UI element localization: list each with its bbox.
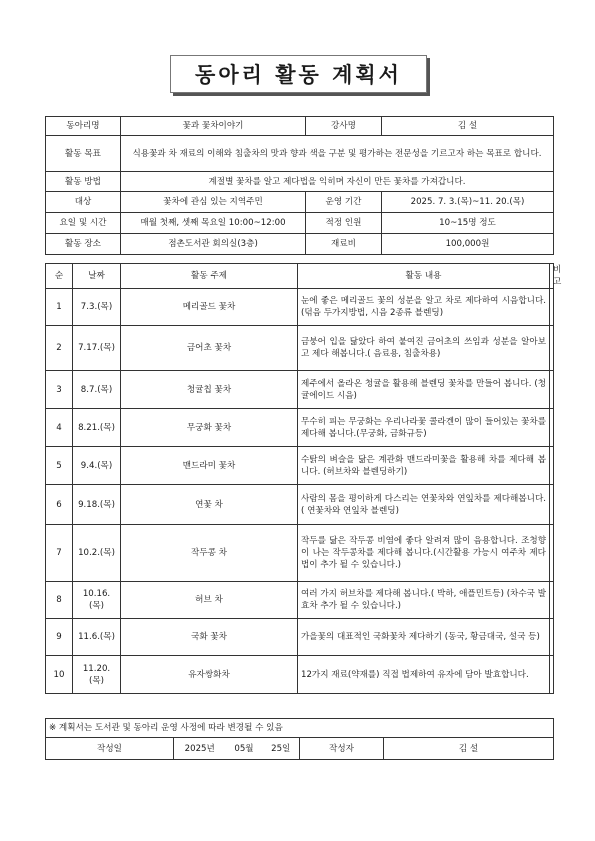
- club-name-value: 꽃과 꽃차이야기: [121, 117, 306, 136]
- activity-content: 작두를 닮은 작두콩 비염에 좋다 알려져 많이 음용합니다. 조청향이 나는 작두콩차를 제다해 봅니다.(시간활용 가능시 여주차 제다법이 추가 될 수 있습니다.): [298, 525, 550, 582]
- activity-note: [550, 326, 554, 371]
- schedule-row: [46, 213, 554, 234]
- target-row: [46, 192, 554, 213]
- fee-label: 재료비: [306, 234, 382, 255]
- goal-row: [46, 136, 554, 172]
- club-name-row: [46, 117, 554, 136]
- period-value: 2025. 7. 3.(목)~11. 20.(목): [382, 192, 554, 213]
- activity-no: 6: [46, 485, 73, 525]
- period-label: 운영 기간: [306, 192, 382, 213]
- document-title-text: 동아리 활동 계획서: [195, 63, 402, 87]
- activity-note: [550, 582, 554, 619]
- activity-topic: 유자쌍화차: [121, 656, 298, 694]
- activity-topic: 연꽃 차: [121, 485, 298, 525]
- activity-no: 4: [46, 409, 73, 447]
- activity-note: [550, 371, 554, 409]
- activity-topic: 청귤칩 꽃차: [121, 371, 298, 409]
- activity-row: [46, 656, 554, 694]
- document-title: [170, 55, 427, 93]
- goal-value: 식용꽃과 차 재료의 이해와 침출차의 맛과 향과 색을 구분 및 평가하는 전문성을 기르고자 하는 목표로 합니다.: [121, 136, 554, 172]
- schedule-label: 요일 및 시간: [46, 213, 121, 234]
- change-notice: ※ 계획서는 도서관 및 동아리 운영 사정에 따라 변경될 수 있음: [46, 719, 554, 738]
- activity-no: 1: [46, 289, 73, 326]
- activity-note: [550, 447, 554, 485]
- activity-date: 10.2.(목): [73, 525, 121, 582]
- activity-row: [46, 447, 554, 485]
- goal-label: 활동 목표: [46, 136, 121, 172]
- header-note: 비고: [550, 264, 554, 289]
- footer-table: [45, 718, 554, 760]
- activity-note: [550, 409, 554, 447]
- activity-topic: 무궁화 꽃차: [121, 409, 298, 447]
- activity-note: [550, 485, 554, 525]
- method-row: [46, 172, 554, 192]
- activity-topic: 허브 차: [121, 582, 298, 619]
- activity-content: 가을꽃의 대표적인 국화꽃차 제다하기 (동국, 황금대국, 설국 등): [298, 619, 550, 656]
- activity-note: [550, 289, 554, 326]
- written-year: 2025년: [174, 738, 226, 760]
- activity-content: 수탉의 벼슬을 닮은 계관화 맨드라미꽃을 활용해 차를 제다해 봅니다. (허브차와 블렌딩하기): [298, 447, 550, 485]
- fee-value: 100,000원: [382, 234, 554, 255]
- activity-date: 8.21.(목): [73, 409, 121, 447]
- activity-row: [46, 289, 554, 326]
- author-label: 작성자: [300, 738, 384, 760]
- activity-date: 11.6.(목): [73, 619, 121, 656]
- activity-no: 10: [46, 656, 73, 694]
- place-value: 점촌도서관 회의실(3층): [121, 234, 306, 255]
- activity-date: 7.17.(목): [73, 326, 121, 371]
- capacity-value: 10~15명 정도: [382, 213, 554, 234]
- activity-row: [46, 582, 554, 619]
- author-value: 김 설: [384, 738, 554, 760]
- activity-row: [46, 409, 554, 447]
- activity-topic: 메리골드 꽃차: [121, 289, 298, 326]
- instructor-value: 김 설: [382, 117, 554, 136]
- activity-topic: 금어초 꽃차: [121, 326, 298, 371]
- activity-note: [550, 525, 554, 582]
- method-value: 계절별 꽃차를 알고 제다법을 익히며 자신이 만든 꽃차를 가져갑니다.: [121, 172, 554, 192]
- activity-date: 8.7.(목): [73, 371, 121, 409]
- activity-date: 11.20.(목): [73, 656, 121, 694]
- activity-row: [46, 619, 554, 656]
- schedule-value: 매월 첫째, 셋째 목요일 10:00~12:00: [121, 213, 306, 234]
- activity-no: 2: [46, 326, 73, 371]
- activity-content: 사람의 몸을 평이하게 다스리는 연꽃차와 연잎차를 제다해봅니다.( 연꽃차와 연잎차 블렌딩): [298, 485, 550, 525]
- header-no: 순: [46, 264, 73, 289]
- written-day: 25일: [263, 738, 300, 760]
- activity-content: 여러 가지 허브차를 제다해 봅니다.( 박하, 애플민트등) (차수국 발효차 추가 될 수 있습니다.): [298, 582, 550, 619]
- activity-content: 눈에 좋은 메리골드 꽃의 성분을 알고 차로 제다하여 시음합니다. (덖음 두가지방법, 시음 2종류 블렌딩): [298, 289, 550, 326]
- target-value: 꽃차에 관심 있는 지역주민: [121, 192, 306, 213]
- place-label: 활동 장소: [46, 234, 121, 255]
- activity-content: 금붕어 입을 닮았다 하여 붙여진 금어초의 쓰임과 성분을 알아보고 제다 해봅니다.( 음료용, 침출차용): [298, 326, 550, 371]
- header-date: 날짜: [73, 264, 121, 289]
- activity-date: 9.4.(목): [73, 447, 121, 485]
- activity-note: [550, 619, 554, 656]
- activity-row: [46, 485, 554, 525]
- activity-date: 7.3.(목): [73, 289, 121, 326]
- written-date-label: 작성일: [46, 738, 174, 760]
- instructor-label: 강사명: [306, 117, 382, 136]
- footer-sign-row: [46, 738, 554, 760]
- club-info-table: [45, 116, 554, 255]
- activity-topic: 작두콩 차: [121, 525, 298, 582]
- activity-row: [46, 371, 554, 409]
- header-topic: 활동 주제: [121, 264, 298, 289]
- capacity-label: 적정 인원: [306, 213, 382, 234]
- activity-topic: 맨드라미 꽃차: [121, 447, 298, 485]
- activity-content: 12가지 재료(약재를) 직접 법제하여 유자에 담아 발효합니다.: [298, 656, 550, 694]
- activity-content: 무수히 피는 무궁화는 우리나라꽃 콜라겐이 많이 들어있는 꽃차를 제다해 봅니다.(무궁화, 금화규등): [298, 409, 550, 447]
- activity-no: 5: [46, 447, 73, 485]
- activity-date: 9.18.(목): [73, 485, 121, 525]
- activity-no: 9: [46, 619, 73, 656]
- activity-no: 3: [46, 371, 73, 409]
- activity-topic: 국화 꽃차: [121, 619, 298, 656]
- activity-no: 7: [46, 525, 73, 582]
- place-row: [46, 234, 554, 255]
- activity-note: [550, 656, 554, 694]
- header-content: 활동 내용: [298, 264, 550, 289]
- club-name-label: 동아리명: [46, 117, 121, 136]
- activity-row: [46, 326, 554, 371]
- activity-date: 10.16.(목): [73, 582, 121, 619]
- method-label: 활동 방법: [46, 172, 121, 192]
- activity-row: [46, 525, 554, 582]
- target-label: 대상: [46, 192, 121, 213]
- footer-note-row: [46, 719, 554, 738]
- written-month: 05월: [226, 738, 263, 760]
- activity-table: [45, 263, 562, 694]
- activity-content: 제주에서 올라온 청귤을 활용해 블렌딩 꽃차를 만들어 봅니다. (청귤에이드 시음): [298, 371, 550, 409]
- activity-no: 8: [46, 582, 73, 619]
- activity-header-row: [46, 264, 554, 289]
